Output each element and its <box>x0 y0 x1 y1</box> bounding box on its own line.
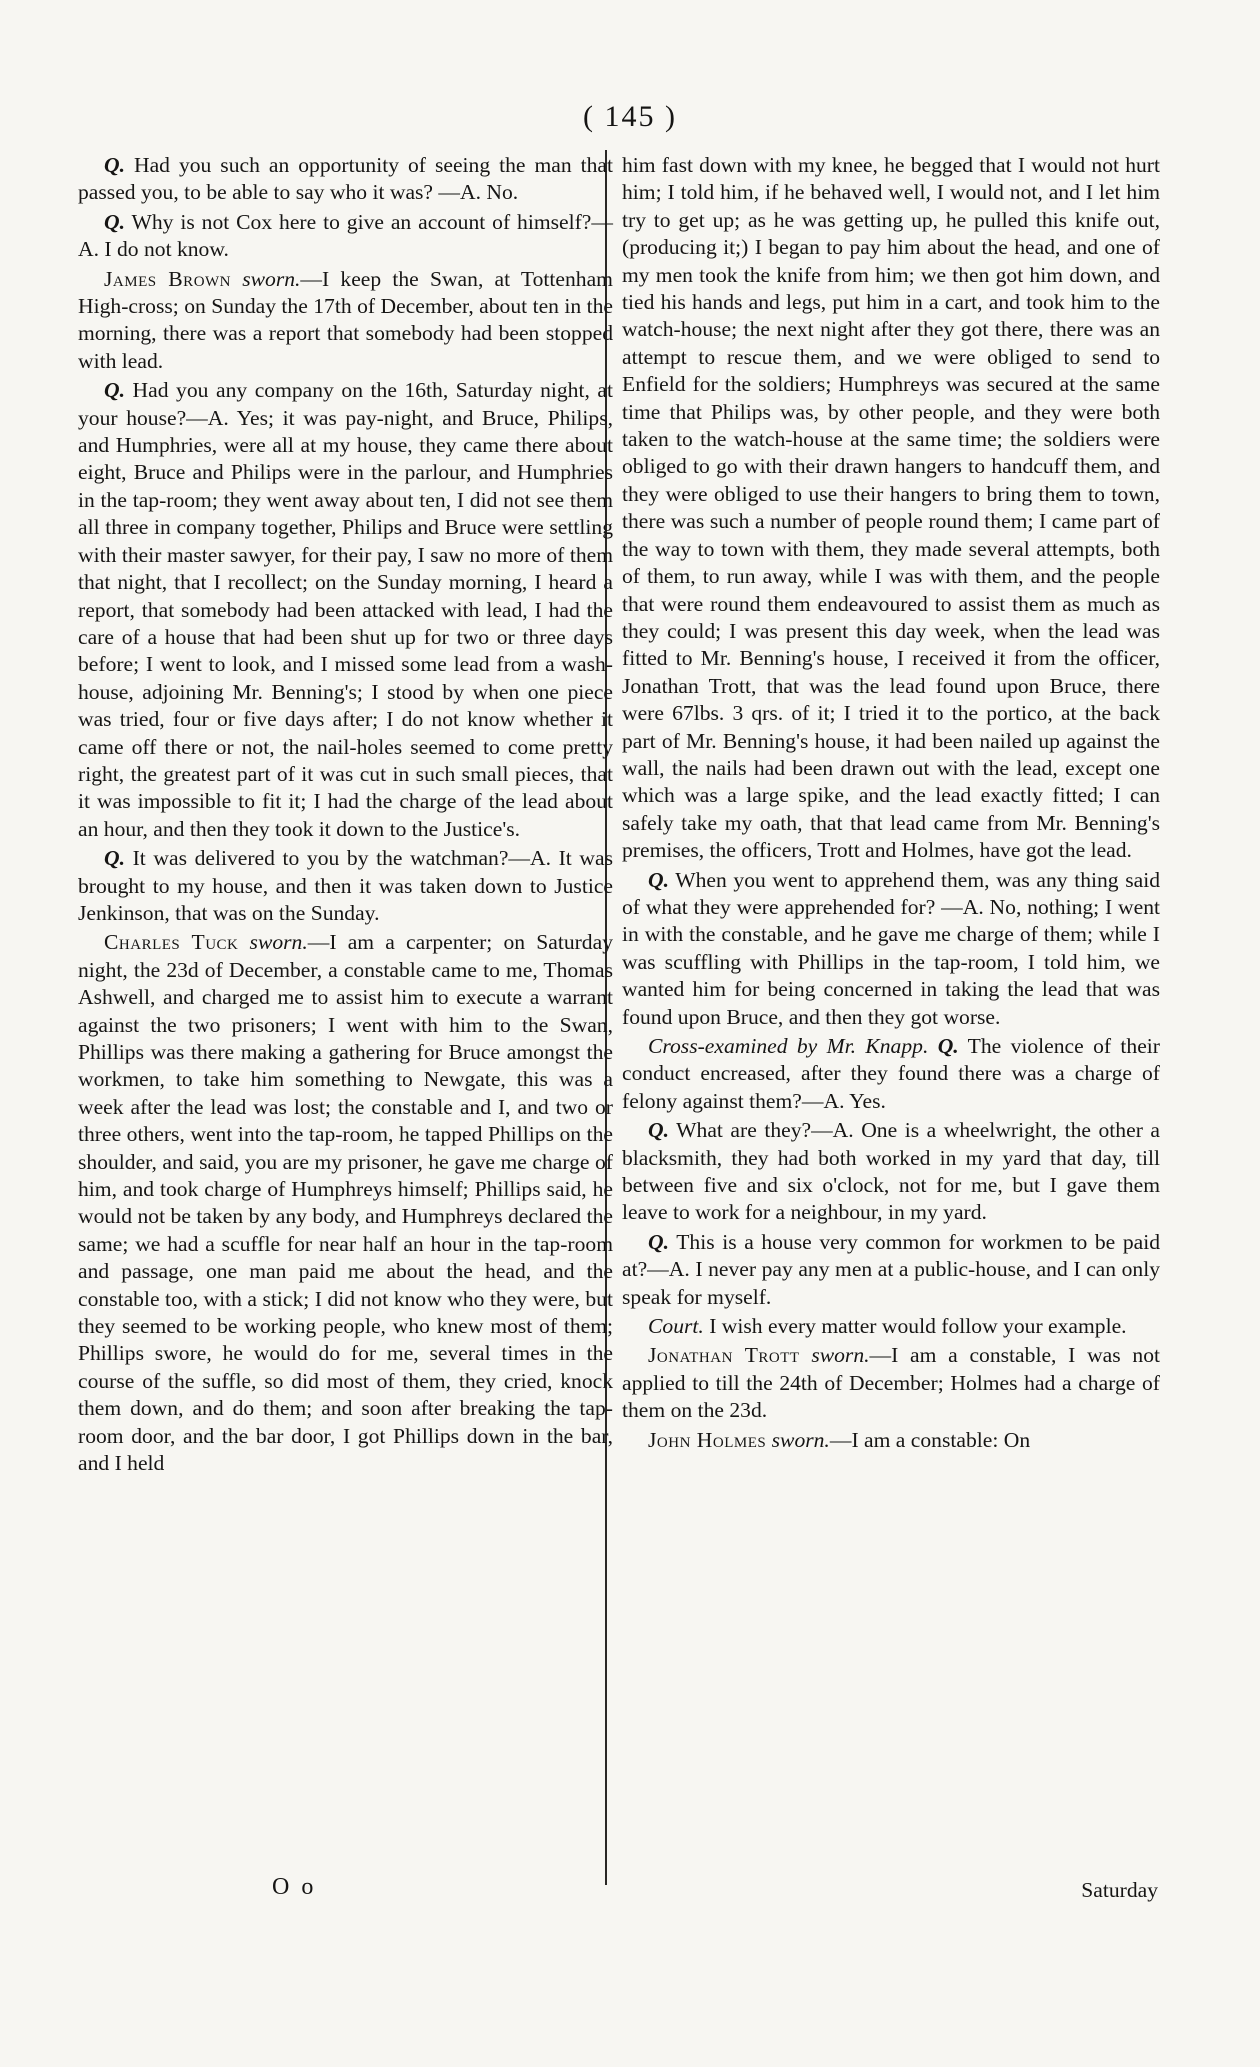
paragraph-text: —I keep the Swan, at Tottenham High-cross; on Sunday the 17th of December, about ten in the morning, there was a report that somebody had been stopped with lead. <box>78 266 613 373</box>
sworn-label: sworn. <box>238 930 308 955</box>
sworn-label: sworn. <box>231 266 301 291</box>
question-marker: Q. <box>648 867 669 892</box>
paragraph <box>622 1117 1160 1227</box>
right-column <box>622 152 1160 1456</box>
paragraph-text: When you went to apprehend them, was any thing said of what they were apprehended for? —A. No, nothing; I went in with the constable, and he gave me charge of them; while I was scuffling with Phillips in the tap-room, I told him, we wanted him for being concerned in taking the lead that was found upon Bruce, and then they got worse. <box>622 867 1160 1029</box>
sworn-label: sworn. <box>799 1343 870 1368</box>
paragraph <box>78 209 613 264</box>
paragraph <box>78 845 613 927</box>
paragraph-text: —I am a carpenter; on Saturday night, the 23d of December, a constable came to me, Thomas Ashwell, and charged me to assist him to execute a warrant against the two prisoners; I went with him to the Swan, Phillips was there making a gathering for Bruce amongst the workmen, to take him something to Newgate, this was a week after the lead was lost; the constable and I, and two or three others, went into the tap-room, he tapped Phillips on the shoulder, and said, you are my prisoner, he gave me charge of him, and took charge of Humphreys himself; Phillips said, he would not be taken by any body, and Humphreys declared the same; we had a scuffle for near half an hour in the tap-room and passage, one man paid me about the head, and the constable too, with a stick; I did not know who they were, but they seemed to be working people, who knew most of them; Phillips swore, he would do for me, several times in the course of the suffle, so did most of them, they cried, knock them down, and do them; and soon after breaking the tap-room door, and the bar door, I got Phillips down in the bar, and I held <box>78 930 613 1476</box>
paragraph <box>78 929 613 1477</box>
paragraph <box>622 1229 1160 1311</box>
paragraph-text: —I am a constable, I was not applied to till the 24th of December; Holmes had a charge of them on the 23d. <box>622 1343 1160 1423</box>
paragraph <box>622 1313 1160 1340</box>
paragraph-text: —I am a constable: On <box>829 1427 1031 1452</box>
catchword: Saturday <box>1081 1878 1158 1902</box>
question-marker: Q. <box>104 846 125 871</box>
paragraph <box>622 152 1160 865</box>
paragraph-text: Why is not Cox here to give an account of himself?—A. I do not know. <box>78 209 613 262</box>
question-marker: Q. <box>648 1118 669 1143</box>
paragraph-text: It was delivered to you by the watchman?—A. It was brought to my house, and then it was taken down to Justice Jenkinson, that was on the Sunday. <box>78 846 613 925</box>
left-column <box>78 152 613 1480</box>
paragraph-text: The violence of their conduct encreased, after they found there was a charge of felony against them?—A. Yes. <box>622 1034 1160 1113</box>
question-marker: Q. <box>104 378 125 403</box>
paragraph-text: him fast down with my knee, he begged that I would not hurt him; I told him, if he behaved well, I would not, and I let him try to get up; as he was getting up, he pulled this knife out, (producing it;) I began to pay him about the head, and one of my men took the knife from him; we then got him down, and tied his hands and legs, put him in a cart, and took him to the watch-house; the next night after they got there, there was an attempt to rescue them, and we were obliged to send to Enfield for the soldiers; Humphreys was secured at the same time that Philips was, by other people, and they were both taken to the watch-house at the same time; the soldiers were obliged to go with their drawn hangers to handcuff them, and they were obliged to use their hangers to bring them to town, there was such a number of people round them; I came part of the way to town with them, they made several attempts, both of them, to run away, while I was with them, and the people that were round them endeavoured to assist them as much as they could; I was present this day week, when the lead was fitted to Mr. Benning's house, I received it from the officer, Jonathan Trott, that was the lead found upon Bruce, there were 67lbs. 3 qrs. of it; I tried it to the portico, at the back part of Mr. Benning's house, it had been nailed up against the wall, the nails had been drawn out with the lead, except one which was a large spike, and the lead exactly fitted; I can safely take my oath, that that lead came from Mr. Benning's premises, the officers, Trott and Holmes, have got the lead. <box>622 153 1160 863</box>
sworn-label: sworn. <box>766 1427 830 1452</box>
witness-name: Jonathan Trott <box>648 1343 800 1368</box>
question-marker: Q. <box>648 1229 669 1254</box>
witness-name: John Holmes <box>648 1427 767 1452</box>
question-marker: Q. <box>104 209 125 234</box>
paragraph-text: Had you such an opportunity of seeing the man that passed you, to be able to say who it was? —A. No. <box>78 153 613 205</box>
paragraph <box>78 152 613 207</box>
question-marker: Q. <box>104 153 125 177</box>
paragraph-text: What are they?—A. One is a wheelwright, the other a blacksmith, they had both worked in my yard that day, till between five and six o'clock, not for me, but I gave them leave to work for a neighbour, in my yard. <box>622 1118 1160 1225</box>
paragraph-text: I wish every matter would follow your example. <box>703 1314 1127 1339</box>
witness-name: James Brown <box>104 266 232 291</box>
cross-examination-label: Cross-examined by Mr. Knapp. <box>648 1034 929 1058</box>
paragraph-text: Had you any company on the 16th, Saturday night, at your house?—A. Yes; it was pay-night, and Bruce, Philips, and Humphries, were all at my house, they came there about eight, Bruce and Philips were in the parlour, and Humphries in the tap-room; they went away about ten, I did not see them all three in company together, Philips and Bruce were settling with their master sawyer, for their pay, I saw no more of them that night, that I recollect; on the Sunday morning, I heard a report, that somebody had been attacked with lead, I had the care of a house that had been shut up for two or three days before; I went to look, and I missed some lead from a wash-house, adjoining Mr. Benning's; I stood by when one piece was tried, four or five days after; I do not know whether it came off there or not, the nail-holes seemed to come pretty right, the greatest part of it was cut in such small pieces, that it was impossible to fit it; I had the charge of the lead about an hour, and then they took it down to the Justice's. <box>78 378 613 841</box>
court-label: Court. <box>648 1314 704 1339</box>
paragraph <box>78 266 613 376</box>
paragraph <box>622 867 1160 1031</box>
question-marker: Q. <box>928 1034 959 1058</box>
paragraph <box>622 1033 1160 1115</box>
signature-mark: O o <box>272 1874 317 1900</box>
witness-name: Charles Tuck <box>104 930 239 955</box>
paragraph <box>78 377 613 843</box>
page-number: ( 145 ) <box>583 100 677 133</box>
paragraph <box>622 1427 1160 1454</box>
paragraph <box>622 1342 1160 1424</box>
paragraph-text: This is a house very common for workmen to be paid at?—A. I never pay any men at a public-house, and I can only speak for myself. <box>622 1229 1160 1309</box>
